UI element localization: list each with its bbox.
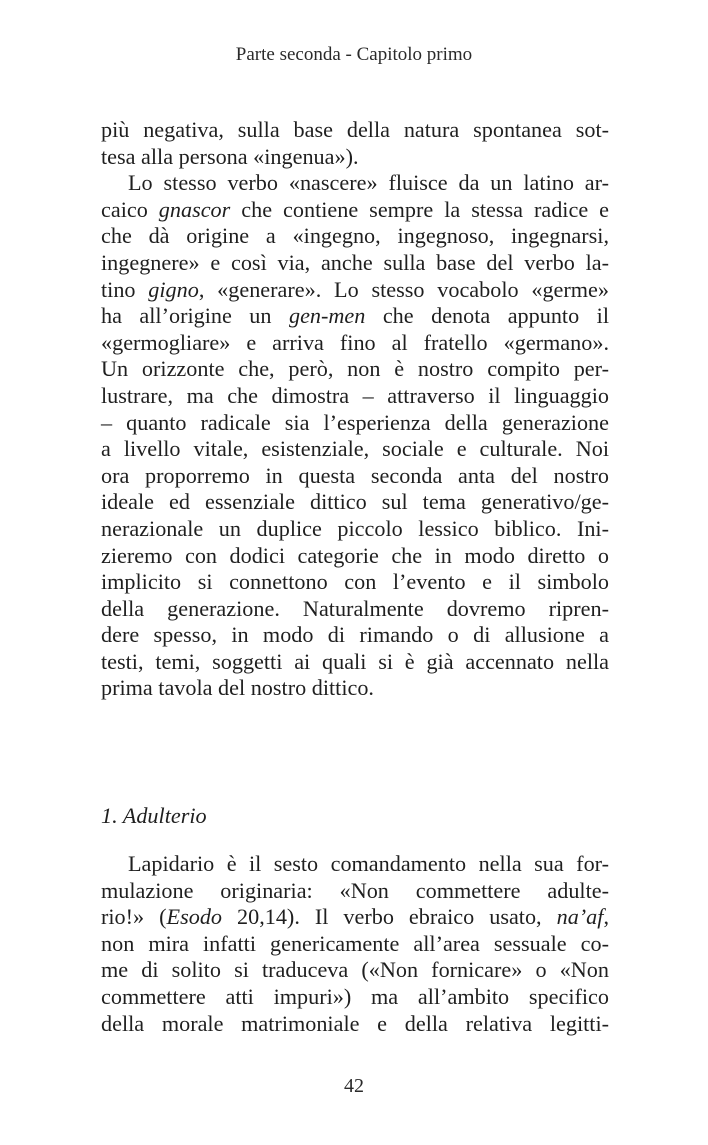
text-line: ora proporremo in questa seconda anta del nostro: [101, 462, 609, 488]
text-line: implicito si connettono con l’evento e il simbolo: [101, 569, 609, 595]
text-line: più negativa, sulla base della natura spontanea sot-: [101, 117, 609, 142]
text-line: prima tavola del nostro dittico.: [101, 675, 374, 701]
text-line: testi, temi, soggetti ai quali si è già accennato nella: [101, 648, 609, 674]
text-line: mulazione originaria: «Non commettere adulte-: [101, 877, 609, 903]
latin-term: gigno: [148, 276, 199, 302]
text-line: Lo stesso verbo «nascere» fluisce da un latino ar-: [128, 170, 609, 196]
text-line: della morale matrimoniale e della relativa legitti-: [101, 1010, 609, 1036]
text-line: lustrare, ma che dimostra – attraverso il linguaggio: [101, 382, 609, 408]
hebrew-term: na’af: [556, 904, 604, 930]
text-line: ingegnere» e così via, anche sulla base del verbo la-: [101, 249, 609, 275]
body-text-adulterio: [101, 851, 609, 1037]
running-head: Parte seconda - Capitolo primo: [235, 44, 473, 65]
text-line: caico gnascor che contiene sempre la stessa radice e: [101, 196, 609, 222]
text-line: nerazionale un duplice piccolo lessico biblico. Ini-: [101, 515, 609, 541]
text-line: Lapidario è il sesto comandamento nella sua for-: [128, 851, 609, 876]
text-line: tino gigno, «generare». Lo stesso vocabolo «germe»: [101, 276, 609, 302]
latin-term: gnascor: [158, 196, 231, 222]
latin-term: gen-men: [288, 303, 366, 329]
text-line: – quanto radicale sia l’esperienza della generazione: [101, 409, 609, 435]
text-line: a livello vitale, esistenziale, sociale e culturale. Noi: [101, 436, 609, 462]
text-line: non mira infatti genericamente all’area sessuale co-: [101, 930, 609, 956]
text-line: ha all’origine un gen-men che denota appunto il: [101, 303, 609, 329]
text-line: della generazione. Naturalmente dovremo ripren-: [101, 595, 609, 621]
text-line: «germogliare» e arriva fino al fratello «germano».: [101, 329, 609, 355]
text-line: zieremo con dodici categorie che in modo diretto o: [101, 542, 609, 568]
page-number: 42: [344, 1075, 364, 1097]
text-line: ideale ed essenziale dittico sul tema generativo/ge-: [101, 489, 609, 515]
body-text-intro: [101, 117, 609, 702]
text-line: Un orizzonte che, però, non è nostro compito per-: [101, 356, 609, 382]
text-line: me di solito si traduceva («Non fornicare» o «Non: [101, 957, 609, 983]
text-line: rio!» (Esodo 20,14). Il verbo ebraico usato, na’af,: [101, 904, 609, 930]
text-line: che dà origine a «ingegno, ingegnoso, ingegnarsi,: [101, 223, 609, 249]
section-heading: 1. Adulterio: [101, 803, 207, 828]
text-line: commettere atti impuri») ma all’ambito specifico: [101, 983, 609, 1009]
book-reference: Esodo: [166, 904, 222, 930]
text-line: tesa alla persona «ingenua»).: [101, 143, 359, 169]
text-line: dere spesso, in modo di rimando o di allusione a: [101, 622, 609, 648]
